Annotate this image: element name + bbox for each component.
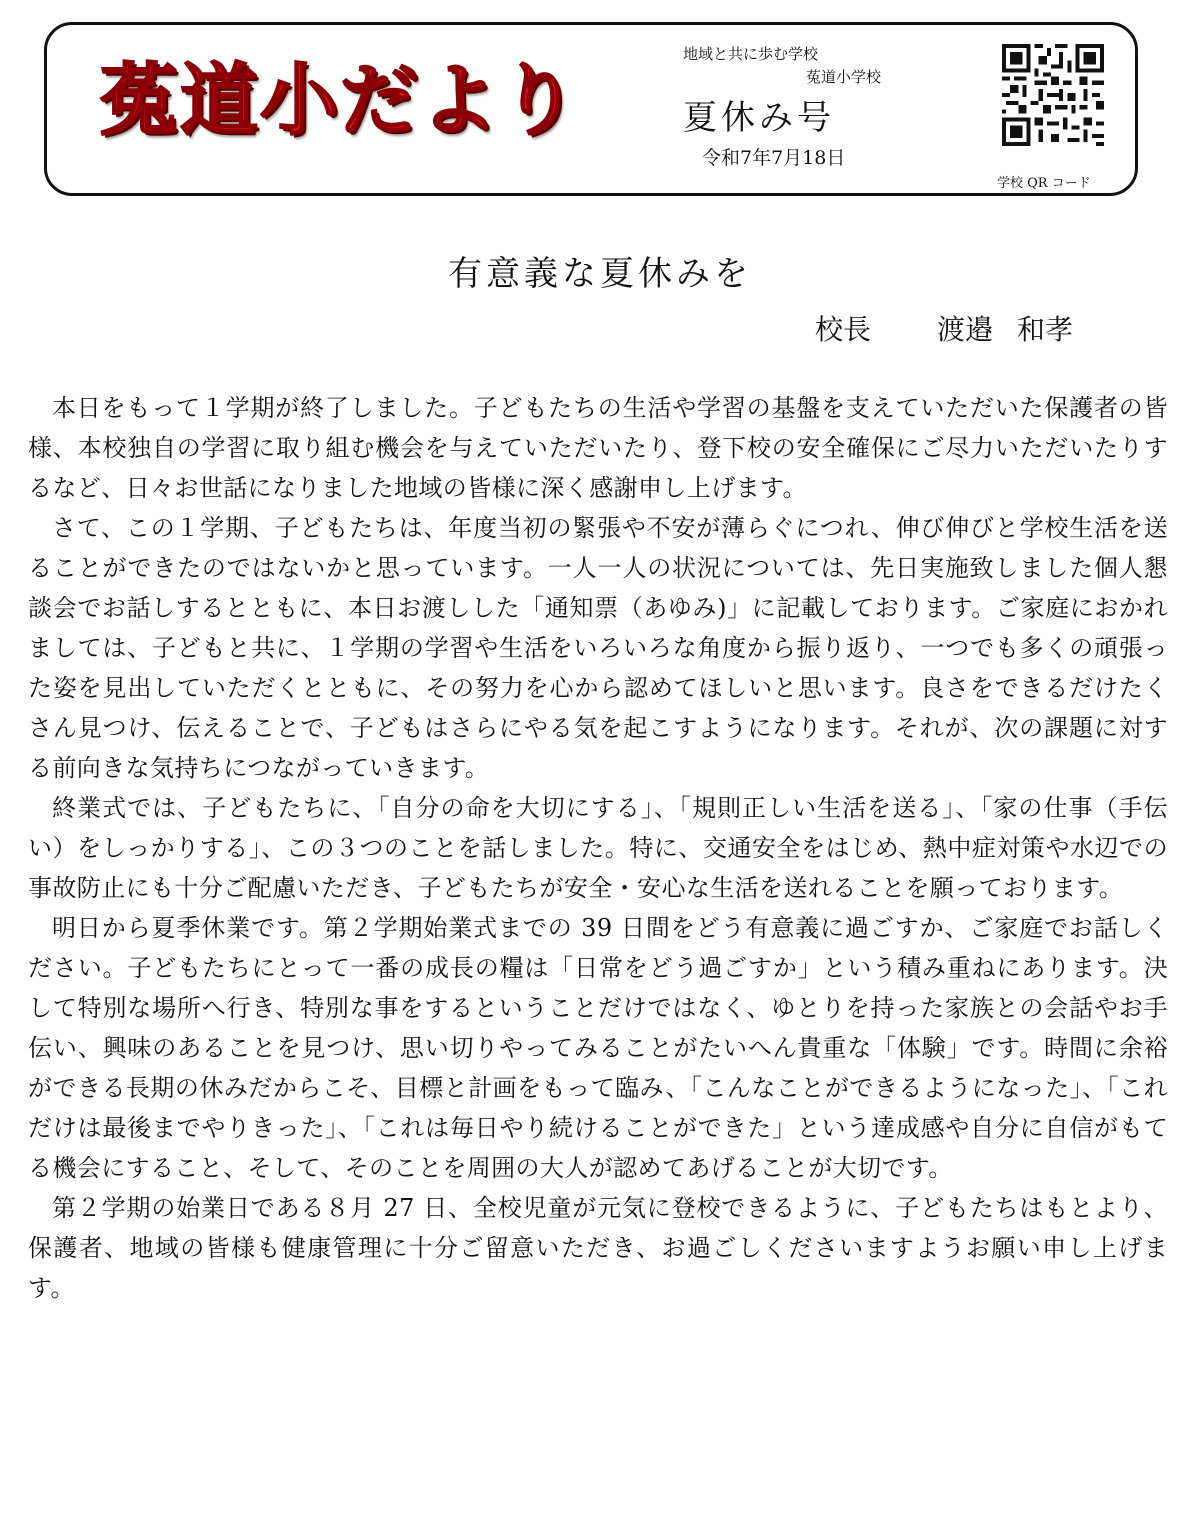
- author-last-name: 渡邉: [937, 313, 994, 346]
- school-motto: 地域と共に歩む学校: [683, 45, 819, 63]
- qr-caption: 学校 QR コード: [997, 176, 1091, 191]
- article-title: 有意義な夏休みを: [448, 254, 752, 294]
- paragraph: 終業式では、子どもたちに、「自分の命を大切にする」、「規則正しい生活を送る」、「家の仕事（手伝い）をしっかりする」、この３つのことを話しました。特に、交通安全をはじめ、熱中症対策や水辺での事故防止にも十分ご配慮いただき、子どもたちが安全・安心な生活を送れることを願っております。: [28, 794, 1168, 902]
- author-first-name: 和孝: [1017, 313, 1074, 346]
- paragraph: 明日から夏季休業です。第２学期始業式までの 39 日間をどう有意義に過ごすか、ご家庭でお話しください。子どもたちにとって一番の成長の糧は「日常をどう過ごすか」という積み重ねにあります。決して特別な場所へ行き、特別な事をするということだけではなく、ゆとりを持った家族との会話やお手伝い、興味のあることを見つけ、思い切りやってみることがたいへん貴重な「体験」です。時間に余裕ができる長期の休みだからこそ、目標と計画をもって臨み、「こんなことができるようになった」、「これだけは最後までやりきった」、「これは毎日やり続けることができた」という達成感や自分に自信がもてる機会にすること、そして、そのことを周囲の大人が認めてあげることが大切です。: [28, 914, 1168, 1182]
- masthead-title: 菟道小だより: [100, 56, 581, 146]
- paragraph: 第２学期の始業日である８月 27 日、全校児童が元気に登校できるように、子どもたちはもとより、保護者、地域の皆様も健康管理に十分ご留意いただき、お過ごしくださいますようお願い申し上げます。: [28, 1194, 1168, 1302]
- issue-name: 夏休み号: [683, 98, 835, 138]
- author-byline: [815, 308, 1073, 348]
- qr-code-icon[interactable]: [1002, 44, 1104, 146]
- article-body: [28, 388, 1168, 1308]
- school-name: 菟道小学校: [806, 68, 882, 86]
- paragraph: さて、この１学期、子どもたちは、年度当初の緊張や不安が薄らぐにつれ、伸び伸びと学校生活を送ることができたのではないかと思っています。一人一人の状況については、先日実施致しました個人懇談会でお話しするとともに、本日お渡しした「通知票（あゆみ)」に記載しております。ご家庭におかれましては、子どもと共に、１学期の学習や生活をいろいろな角度から振り返り、一つでも多くの頑張った姿を見出していただくとともに、その努力を心から認めてほしいと思います。良さをできるだけたくさん見つけ、伝えることで、子どもはさらにやる気を起こすようになります。それが、次の課題に対する前向きな気持ちにつながっていきます。: [28, 514, 1168, 782]
- author-role: 校長: [815, 313, 872, 346]
- issue-date: 令和7年7月18日: [702, 147, 846, 169]
- paragraph: 本日をもって１学期が終了しました。子どもたちの生活や学習の基盤を支えていただいた保護者の皆様、本校独自の学習に取り組む機会を与えていただいたり、登下校の安全確保にご尽力いただいたりするなど、日々お世話になりました地域の皆様に深く感謝申し上げます。: [28, 394, 1168, 502]
